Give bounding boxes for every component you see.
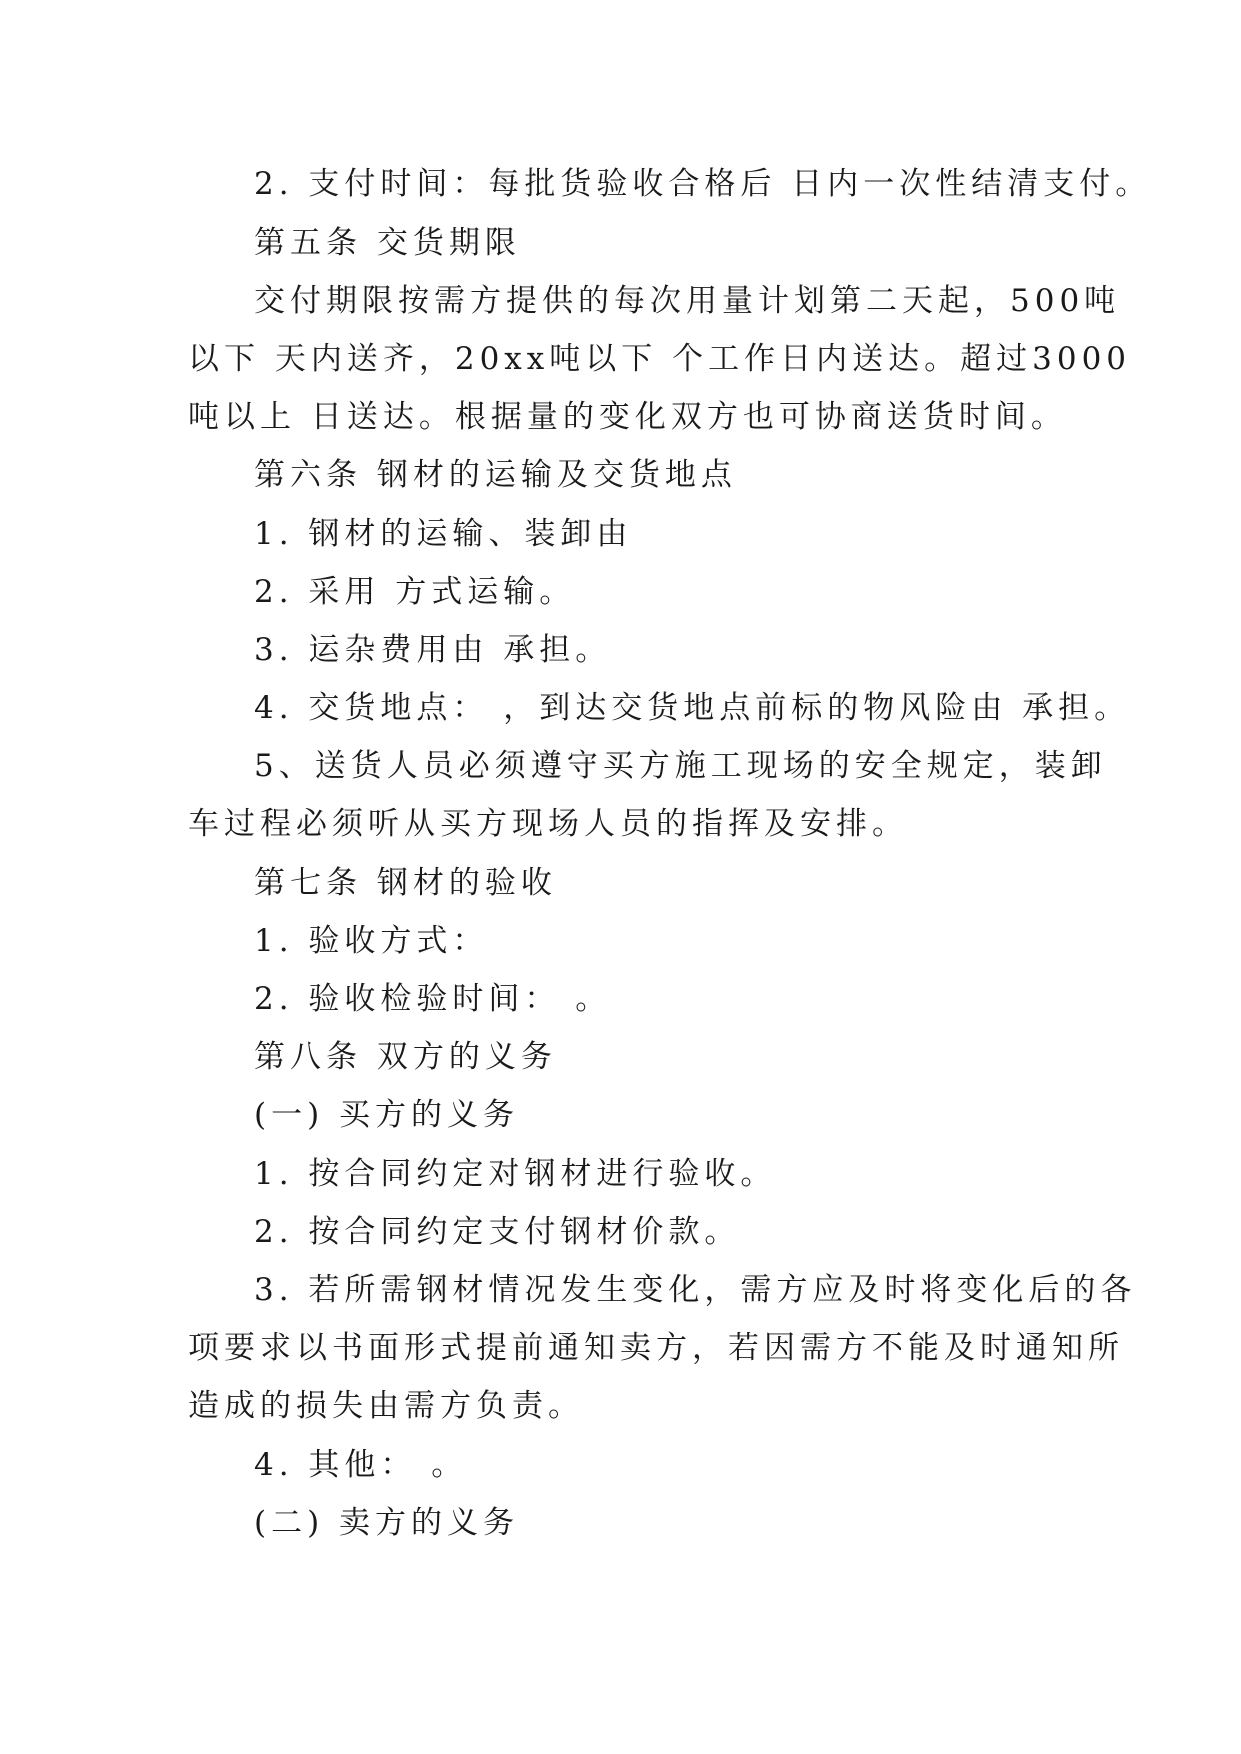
list-item-buyer-3-line3: 造成的损失由需方负责。 [188,1388,584,1424]
subheading-buyer-obligations: (一) 买方的义务 [254,1097,520,1133]
heading-article-8: 第八条 双方的义务 [254,1039,557,1075]
list-item-buyer-1: 1. 按合同约定对钢材进行验收。 [254,1156,777,1192]
list-item-transport-5-line1: 5、送货人员必须遵守买方施工现场的安全规定，装卸 [254,748,1107,784]
list-item-transport-5-line2: 车过程必须听从买方现场人员的指挥及安排。 [188,806,908,842]
paragraph-delivery-period-line2: 以下 天内送齐，20xx吨以下 个工作日内送达。超过3000 [188,341,1132,377]
heading-article-6: 第六条 钢材的运输及交货地点 [254,457,737,493]
list-item-inspection-1: 1. 验收方式： [254,923,489,959]
subheading-seller-obligations: (二) 卖方的义务 [254,1505,520,1541]
paragraph-payment-time: 2. 支付时间：每批货验收合格后 日内一次性结清支付。 [254,166,1152,202]
list-item-transport-1: 1. 钢材的运输、装卸由 [254,516,633,552]
list-item-buyer-4: 4. 其他： 。 [254,1447,468,1483]
paragraph-delivery-period-line1: 交付期限按需方提供的每次用量计划第二天起，500吨 [254,283,1121,319]
list-item-buyer-3-line2: 项要求以书面形式提前通知卖方，若因需方不能及时通知所 [188,1330,1124,1366]
heading-article-7: 第七条 钢材的验收 [254,865,557,901]
list-item-inspection-2: 2. 验收检验时间： 。 [254,981,612,1017]
list-item-transport-3: 3. 运杂费用由 承担。 [254,632,612,668]
paragraph-delivery-period-line3: 吨以上 日送达。根据量的变化双方也可协商送货时间。 [188,399,1067,435]
list-item-transport-2: 2. 采用 方式运输。 [254,574,576,610]
list-item-transport-4: 4. 交货地点： ，到达交货地点前标的物风险由 承担。 [254,690,1131,726]
heading-article-5: 第五条 交货期限 [254,225,521,261]
list-item-buyer-3-line1: 3. 若所需钢材情况发生变化，需方应及时将变化后的各 [254,1272,1137,1308]
list-item-buyer-2: 2. 按合同约定支付钢材价款。 [254,1214,741,1250]
